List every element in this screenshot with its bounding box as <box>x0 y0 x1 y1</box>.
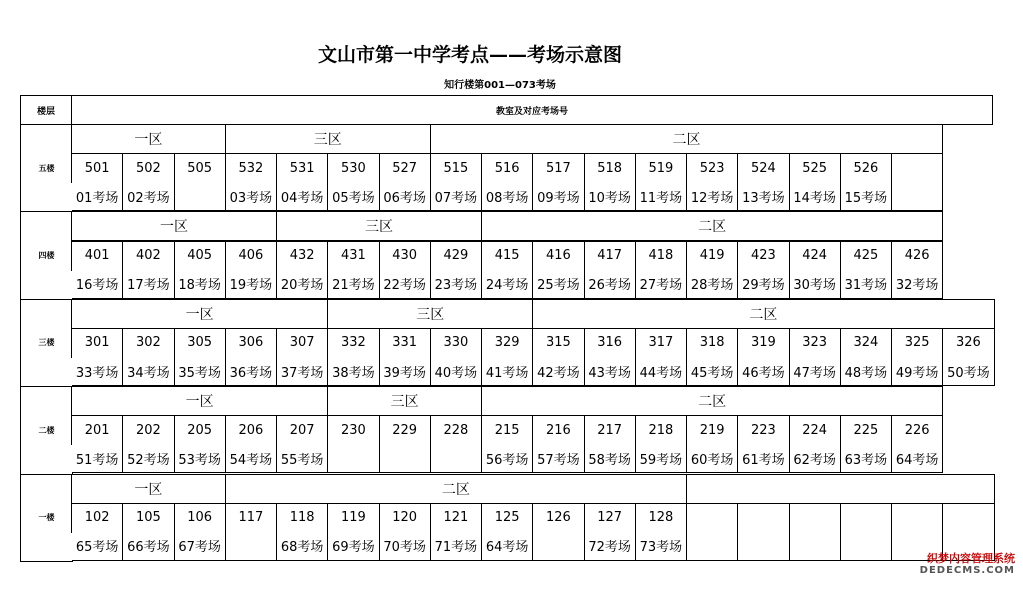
room-number: 517 <box>532 153 584 183</box>
exam-label: 72考场 <box>585 532 636 561</box>
exam-label: 56考场 <box>482 444 533 473</box>
exam-label: 32考场 <box>892 270 943 299</box>
room-number <box>686 503 738 533</box>
room-number: 330 <box>430 328 482 358</box>
exam-label: 05考场 <box>328 182 379 211</box>
exam-label: 14考场 <box>790 182 841 211</box>
zone-label: 二区 <box>532 299 994 329</box>
exam-label: 36考场 <box>226 357 277 386</box>
exam-label: 18考场 <box>175 270 226 299</box>
exam-label: 28考场 <box>687 270 738 299</box>
page-subtitle: 知行楼第001—073考场 <box>444 80 556 91</box>
exam-label: 10考场 <box>585 182 636 211</box>
room-number: 315 <box>532 328 584 358</box>
exam-label: 08考场 <box>482 182 533 211</box>
exam-label: 71考场 <box>431 532 482 561</box>
exam-label: 44考场 <box>636 357 687 386</box>
room-number: 120 <box>379 503 431 533</box>
room-number: 223 <box>737 415 789 445</box>
exam-label: 07考场 <box>431 182 482 211</box>
exam-label: 35考场 <box>175 357 226 386</box>
room-number: 229 <box>379 415 431 445</box>
zone-label: 一区 <box>71 124 226 154</box>
room-number: 523 <box>686 153 738 183</box>
room-number: 425 <box>840 241 892 271</box>
room-number: 402 <box>122 241 174 271</box>
exam-label: 73考场 <box>636 532 687 561</box>
exam-label: 49考场 <box>892 357 943 386</box>
room-number: 117 <box>225 503 277 533</box>
zone-label: 二区 <box>481 386 943 416</box>
zone-label: 三区 <box>327 299 533 329</box>
exam-label: 22考场 <box>380 270 431 299</box>
zone-label: 一区 <box>71 211 277 241</box>
exam-label: 64考场 <box>482 532 533 561</box>
exam-label: 29考场 <box>738 270 789 299</box>
room-number: 530 <box>327 153 379 183</box>
exam-label: 16考场 <box>72 270 123 299</box>
zone-label: 三区 <box>225 124 431 154</box>
room-number: 416 <box>532 241 584 271</box>
room-number: 329 <box>481 328 533 358</box>
room-number: 206 <box>225 415 277 445</box>
exam-label: 55考场 <box>277 444 328 473</box>
room-number: 325 <box>891 328 943 358</box>
room-number: 105 <box>122 503 174 533</box>
exam-label: 64考场 <box>892 444 943 473</box>
room-number: 501 <box>71 153 123 183</box>
exam-label: 51考场 <box>72 444 123 473</box>
room-number: 401 <box>71 241 123 271</box>
exam-label: 30考场 <box>790 270 841 299</box>
room-number: 216 <box>532 415 584 445</box>
room-number: 102 <box>71 503 123 533</box>
room-number: 424 <box>789 241 841 271</box>
room-number: 302 <box>122 328 174 358</box>
exam-label: 34考场 <box>123 357 174 386</box>
exam-label: 01考场 <box>72 182 123 211</box>
room-number: 119 <box>327 503 379 533</box>
zone-label: 二区 <box>430 124 944 154</box>
room-number: 118 <box>276 503 328 533</box>
exam-label: 04考场 <box>277 182 328 211</box>
room-number: 426 <box>891 241 943 271</box>
exam-label <box>738 532 789 561</box>
exam-label: 41考场 <box>482 357 533 386</box>
exam-label: 46考场 <box>738 357 789 386</box>
exam-label: 33考场 <box>72 357 123 386</box>
room-number: 526 <box>840 153 892 183</box>
room-number: 218 <box>635 415 687 445</box>
room-number: 217 <box>584 415 636 445</box>
room-number: 307 <box>276 328 328 358</box>
exam-label: 17考场 <box>123 270 174 299</box>
header-floor-label: 楼层 <box>20 95 72 125</box>
room-number: 515 <box>430 153 482 183</box>
room-number: 306 <box>225 328 277 358</box>
exam-label <box>328 444 379 473</box>
room-number: 519 <box>635 153 687 183</box>
room-number: 125 <box>481 503 533 533</box>
zone-label: 二区 <box>225 474 687 504</box>
exam-label <box>431 444 482 473</box>
room-number: 423 <box>737 241 789 271</box>
room-number: 305 <box>174 328 226 358</box>
room-number: 331 <box>379 328 431 358</box>
room-number: 228 <box>430 415 482 445</box>
exam-label: 63考场 <box>841 444 892 473</box>
room-number: 316 <box>584 328 636 358</box>
exam-label: 53考场 <box>175 444 226 473</box>
exam-label: 39考场 <box>380 357 431 386</box>
exam-label: 59考场 <box>636 444 687 473</box>
room-number: 405 <box>174 241 226 271</box>
room-number: 215 <box>481 415 533 445</box>
exam-label: 65考场 <box>72 532 123 561</box>
room-number: 201 <box>71 415 123 445</box>
room-number: 429 <box>430 241 482 271</box>
exam-label: 11考场 <box>636 182 687 211</box>
room-number: 415 <box>481 241 533 271</box>
exam-label: 38考场 <box>328 357 379 386</box>
header-content-label: 教室及对应考场号 <box>71 95 993 125</box>
page-title: 文山市第一中学考点——考场示意图 <box>317 44 622 66</box>
room-number: 524 <box>737 153 789 183</box>
exam-label: 66考场 <box>123 532 174 561</box>
room-number: 317 <box>635 328 687 358</box>
exam-label: 40考场 <box>431 357 482 386</box>
room-number: 230 <box>327 415 379 445</box>
exam-label: 37考场 <box>277 357 328 386</box>
floor-label: 二楼 <box>20 386 73 474</box>
floor-label: 五楼 <box>20 124 73 212</box>
exam-label: 06考场 <box>380 182 431 211</box>
exam-label: 45考场 <box>687 357 738 386</box>
room-number: 205 <box>174 415 226 445</box>
room-number <box>737 503 789 533</box>
floor-label: 一楼 <box>20 474 73 562</box>
exam-label <box>533 532 584 561</box>
exam-label: 52考场 <box>123 444 174 473</box>
exam-label: 68考场 <box>277 532 328 561</box>
exam-label: 58考场 <box>585 444 636 473</box>
zone-label: 一区 <box>71 299 328 329</box>
room-number: 419 <box>686 241 738 271</box>
exam-label: 67考场 <box>175 532 226 561</box>
exam-label: 12考场 <box>687 182 738 211</box>
exam-label: 48考场 <box>841 357 892 386</box>
room-number: 323 <box>789 328 841 358</box>
watermark-line1: 织梦内容管理系统 <box>927 552 1015 565</box>
room-number: 207 <box>276 415 328 445</box>
exam-label: 25考场 <box>533 270 584 299</box>
zone-label: 二区 <box>481 211 943 241</box>
exam-label: 09考场 <box>533 182 584 211</box>
room-number: 301 <box>71 328 123 358</box>
exam-label: 20考场 <box>277 270 328 299</box>
zone-label: 三区 <box>327 386 482 416</box>
exam-label: 15考场 <box>841 182 892 211</box>
exam-label: 47考场 <box>790 357 841 386</box>
exam-label: 23考场 <box>431 270 482 299</box>
room-number: 324 <box>840 328 892 358</box>
zone-label: 三区 <box>276 211 482 241</box>
room-number: 418 <box>635 241 687 271</box>
room-number: 127 <box>584 503 636 533</box>
exam-label: 13考场 <box>738 182 789 211</box>
room-number <box>789 503 841 533</box>
floor-label: 四楼 <box>20 211 73 299</box>
exam-label <box>380 444 431 473</box>
exam-label: 69考场 <box>328 532 379 561</box>
exam-label: 03考场 <box>226 182 277 211</box>
exam-label: 42考场 <box>533 357 584 386</box>
watermark <box>920 553 1015 576</box>
exam-label: 62考场 <box>790 444 841 473</box>
room-number: 106 <box>174 503 226 533</box>
exam-label <box>790 532 841 561</box>
room-number: 226 <box>891 415 943 445</box>
room-number: 525 <box>789 153 841 183</box>
exam-label: 21考场 <box>328 270 379 299</box>
zone-label <box>686 474 995 504</box>
exam-label <box>226 532 277 561</box>
room-number: 406 <box>225 241 277 271</box>
room-number: 219 <box>686 415 738 445</box>
exam-label: 50考场 <box>943 357 994 386</box>
room-number <box>891 503 943 533</box>
exam-label: 02考场 <box>123 182 174 211</box>
room-number: 431 <box>327 241 379 271</box>
room-number: 527 <box>379 153 431 183</box>
zone-label: 一区 <box>71 386 328 416</box>
room-number: 202 <box>122 415 174 445</box>
exam-label <box>687 532 738 561</box>
room-number: 432 <box>276 241 328 271</box>
exam-label: 27考场 <box>636 270 687 299</box>
exam-label: 60考场 <box>687 444 738 473</box>
room-number: 121 <box>430 503 482 533</box>
watermark-line2: DEDECMS.COM <box>919 565 1015 577</box>
room-number: 319 <box>737 328 789 358</box>
exam-label: 24考场 <box>482 270 533 299</box>
room-number <box>942 503 994 533</box>
exam-label: 26考场 <box>585 270 636 299</box>
room-number: 505 <box>174 153 226 183</box>
floor-label: 三楼 <box>20 299 73 387</box>
room-number: 531 <box>276 153 328 183</box>
zone-label: 一区 <box>71 474 226 504</box>
room-number: 417 <box>584 241 636 271</box>
exam-label: 61考场 <box>738 444 789 473</box>
exam-label: 43考场 <box>585 357 636 386</box>
room-number <box>891 153 943 183</box>
room-number: 430 <box>379 241 431 271</box>
exam-room-table <box>20 95 993 561</box>
room-number: 532 <box>225 153 277 183</box>
exam-label <box>175 182 226 211</box>
room-number: 502 <box>122 153 174 183</box>
room-number: 326 <box>942 328 994 358</box>
exam-label: 70考场 <box>380 532 431 561</box>
exam-label: 19考场 <box>226 270 277 299</box>
room-number: 126 <box>532 503 584 533</box>
exam-label: 57考场 <box>533 444 584 473</box>
room-number: 224 <box>789 415 841 445</box>
exam-label <box>841 532 892 561</box>
exam-label <box>892 182 943 211</box>
room-number: 128 <box>635 503 687 533</box>
room-number: 518 <box>584 153 636 183</box>
room-number <box>840 503 892 533</box>
exam-label: 54考场 <box>226 444 277 473</box>
room-number: 332 <box>327 328 379 358</box>
room-number: 516 <box>481 153 533 183</box>
room-number: 318 <box>686 328 738 358</box>
exam-label: 31考场 <box>841 270 892 299</box>
room-number: 225 <box>840 415 892 445</box>
